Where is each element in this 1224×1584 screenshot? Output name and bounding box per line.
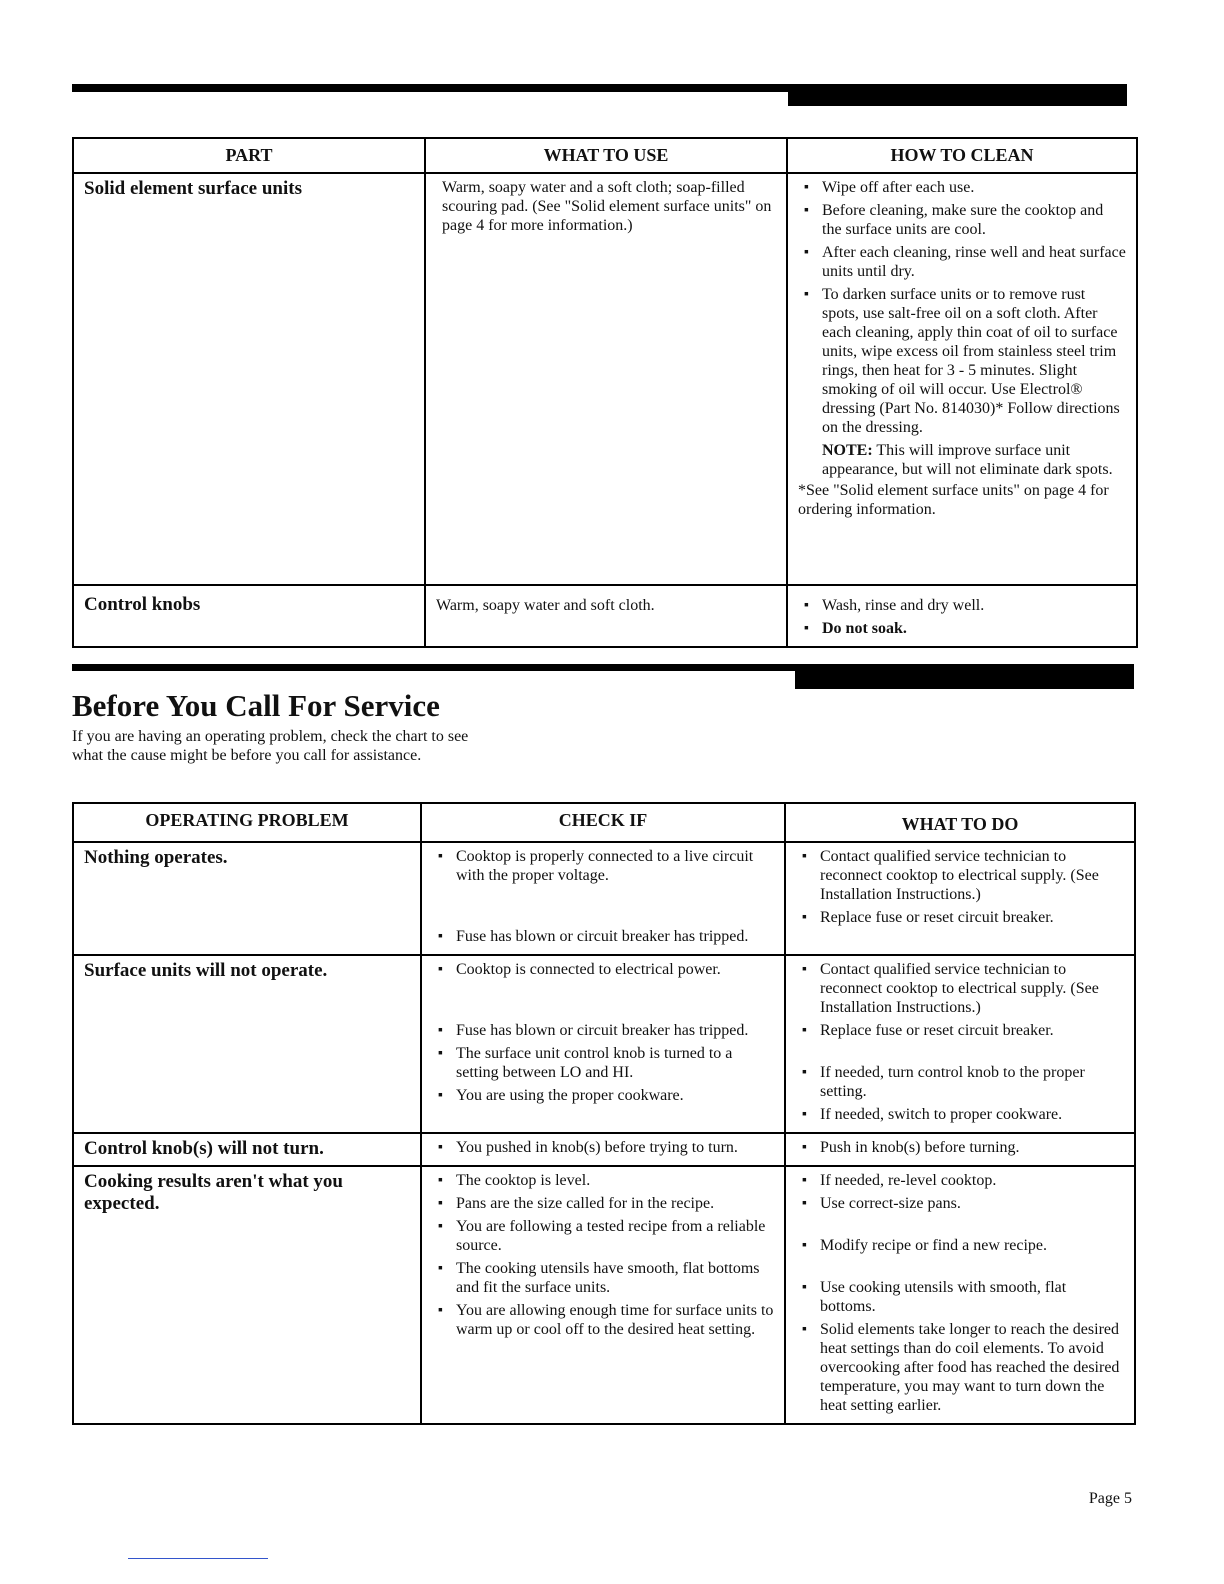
list-item: ▪ The surface unit control knob is turned to a setting between LO and HI. [432,1044,774,1082]
header-part: PART [73,138,425,173]
list-item: ▪ Do not soak. [798,619,1126,638]
list-item: ▪ You are following a tested recipe from a reliable source. [432,1217,774,1255]
problem-cell [73,1133,421,1166]
problem-cell [73,955,421,1133]
todo-cell [785,955,1135,1133]
problem-label: Control knob(s) will not turn. [84,1138,324,1159]
todo-cell [785,1133,1135,1166]
problem-label: Cooking results aren't what you expected. [84,1171,343,1214]
check-cell [421,955,785,1133]
what-to-use-cell [425,585,787,647]
todo-cell [785,1166,1135,1424]
problem-label: Nothing operates. [84,847,228,868]
part-label: Solid element surface units [84,178,302,199]
todo-cell [785,842,1135,955]
section-title: Before You Call For Service [72,688,440,723]
footer-underline [128,1558,268,1559]
how-to-clean-list [798,178,1126,437]
list-item: ▪ Contact qualified service technician to reconnect cooktop to electrical supply. (See Installation Instructions.) [796,847,1124,904]
list-item: ▪ The cooktop is level. [432,1171,774,1190]
footnote: *See "Solid element surface units" on page 4 for ordering information. [798,482,1109,518]
how-to-clean-list [798,596,1126,638]
list-item: ▪ Fuse has blown or circuit breaker has tripped. [432,927,774,946]
what-to-use-text: Warm, soapy water and a soft cloth; soap-filled scouring pad. (See "Solid element surface units" on page 4 for more information.) [442,179,772,234]
list-item: ▪ Cooktop is properly connected to a live circuit with the proper voltage. [432,847,774,923]
list-item: ▪ Replace fuse or reset circuit breaker. [796,1021,1124,1059]
part-cell [73,585,425,647]
how-to-clean-cell [787,173,1137,585]
problem-label: Surface units will not operate. [84,960,328,981]
page-number: Page 5 [1088,1490,1132,1507]
table-row [73,585,1137,647]
check-cell [421,1166,785,1424]
middle-rule-block [795,664,1134,689]
how-to-clean-cell [787,585,1137,647]
table-row [73,955,1135,1133]
cleaning-table [72,137,1138,648]
list-item: ▪ Replace fuse or reset circuit breaker. [796,908,1124,927]
header-what-to-do: WHAT TO DO [785,803,1135,842]
top-rule-block [788,84,1127,106]
note-label: NOTE: [822,442,873,459]
table-row [73,1166,1135,1424]
list-item: ▪ If needed, turn control knob to the proper setting. [796,1063,1124,1101]
list-item: ▪ Solid elements take longer to reach the desired heat settings than do coil elements. To avoid overcooking after food has reached the desired temperature, you may want to turn down the heat setting earlier. [796,1320,1124,1415]
part-cell [73,173,425,585]
header-what-to-use: WHAT TO USE [425,138,787,173]
note [798,441,1126,479]
problem-cell [73,842,421,955]
list-item: ▪ Use correct-size pans. [796,1194,1124,1232]
table-row [73,1133,1135,1166]
list-item: ▪ Wipe off after each use. [798,178,1126,197]
section-intro: If you are having an operating problem, check the chart to see what the cause might be before you call for assistance. [72,728,469,764]
list-item: ▪ If needed, re-level cooktop. [796,1171,1124,1190]
list-item: ▪ Fuse has blown or circuit breaker has tripped. [432,1021,774,1040]
header-operating-problem: OPERATING PROBLEM [73,803,421,842]
list-item: ▪ Wash, rinse and dry well. [798,596,1126,615]
cleaning-table-header [73,138,1137,173]
list-item: ▪ Before cleaning, make sure the cooktop and the surface units are cool. [798,201,1126,239]
what-to-use-cell [425,173,787,585]
table-row [73,842,1135,955]
header-check-if: CHECK IF [421,803,785,842]
what-to-use-text: Warm, soapy water and soft cloth. [436,597,655,614]
list-item: ▪ Push in knob(s) before turning. [796,1138,1124,1157]
header-how-to-clean: HOW TO CLEAN [787,138,1137,173]
check-cell [421,842,785,955]
service-table [72,802,1136,1425]
list-item: ▪ After each cleaning, rinse well and heat surface units until dry. [798,243,1126,281]
note-text: This will improve surface unit appearance, but will not eliminate dark spots. [822,442,1113,478]
table-row [73,173,1137,585]
list-item: ▪ You are using the proper cookware. [432,1086,774,1105]
list-item: ▪ Cooktop is connected to electrical power. [432,960,774,1017]
list-item: ▪ You pushed in knob(s) before trying to turn. [432,1138,774,1157]
service-table-header [73,803,1135,842]
list-item: ▪ Use cooking utensils with smooth, flat bottoms. [796,1278,1124,1316]
list-item: ▪ You are allowing enough time for surface units to warm up or cool off to the desired heat setting. [432,1301,774,1339]
list-item: ▪ Modify recipe or find a new recipe. [796,1236,1124,1274]
list-item: ▪ Contact qualified service technician to reconnect cooktop to electrical supply. (See Installation Instructions.) [796,960,1124,1017]
list-item: ▪ The cooking utensils have smooth, flat bottoms and fit the surface units. [432,1259,774,1297]
part-label: Control knobs [84,594,201,615]
list-item: ▪ Pans are the size called for in the recipe. [432,1194,774,1213]
check-cell [421,1133,785,1166]
list-item: ▪ To darken surface units or to remove rust spots, use salt-free oil on a soft cloth. After each cleaning, apply thin coat of oil to surface units, wipe excess oil from stainless steel trim rings, then heat for 3 - 5 minutes. Slight smoking of oil will occur. Use Electrol® dressing (Part No. 814030)* Follow directions on the dressing. [798,285,1126,437]
list-item: ▪ If needed, switch to proper cookware. [796,1105,1124,1124]
problem-cell [73,1166,421,1424]
